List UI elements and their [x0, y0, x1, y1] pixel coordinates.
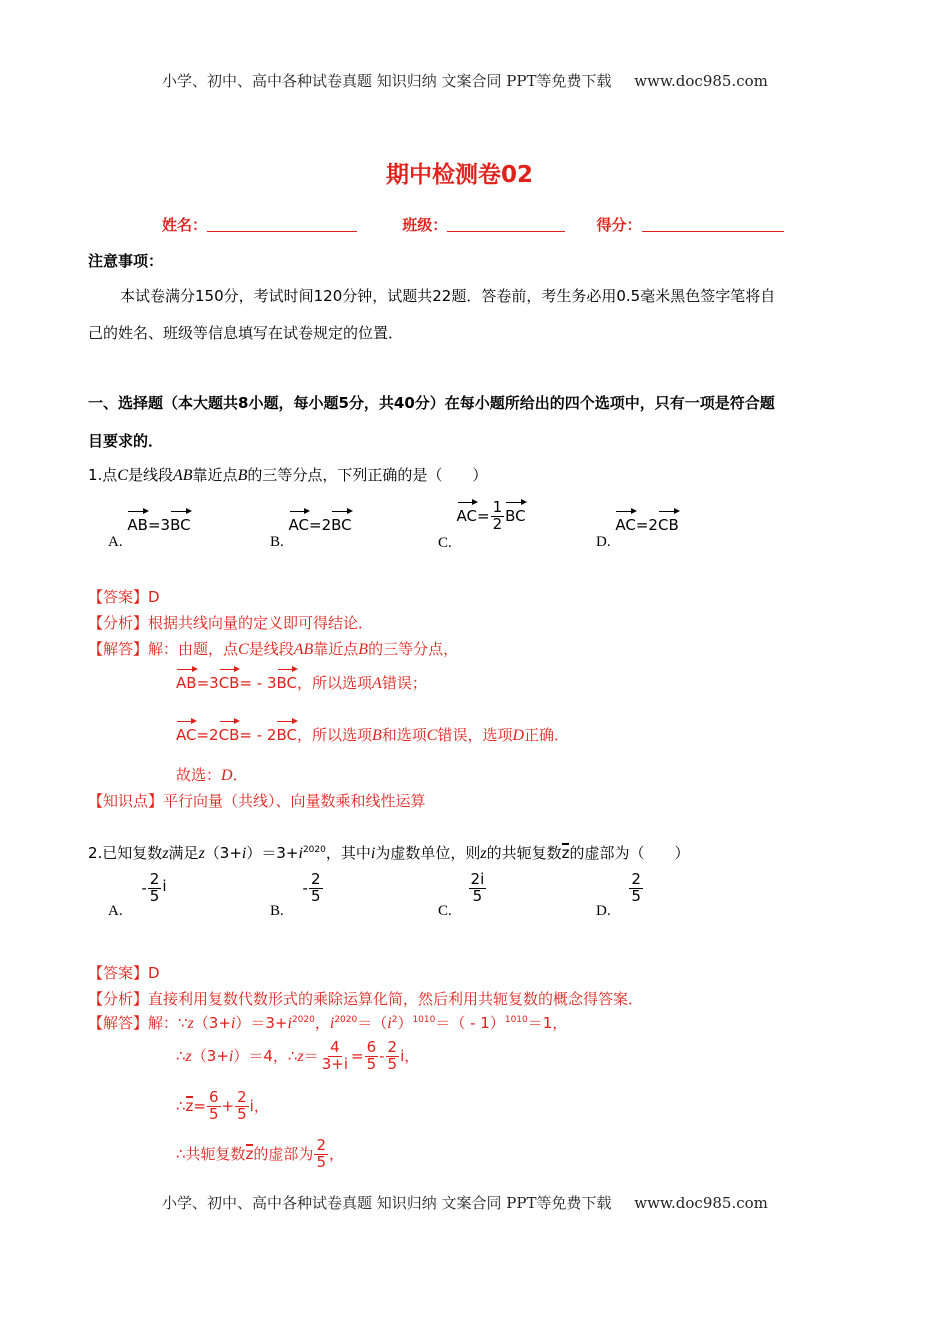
solution-text: ， [328, 1144, 344, 1163]
solution-text: ． [232, 766, 248, 784]
vector-ac: AC [289, 510, 309, 533]
minus-sign: - [141, 878, 147, 897]
option-label: A. [108, 902, 123, 919]
solution-text: 和选项 [381, 726, 427, 744]
analysis-text: 根据共线向量的定义即可得结论． [148, 614, 374, 632]
q2-solution-line-3 [176, 1090, 269, 1123]
vector-ac: AC [176, 720, 196, 743]
question-2-stem [88, 842, 689, 863]
fraction-denominator: 5 [387, 1054, 398, 1073]
math-text: + [221, 1096, 235, 1115]
solution-text: ， [253, 1096, 269, 1115]
header-url: www.doc985.com [634, 72, 768, 90]
var-z: z [480, 845, 487, 862]
answer-tag: 【答案】 [88, 588, 149, 606]
fraction-numerator: 2 [237, 1088, 247, 1106]
math-text: - [379, 1046, 385, 1065]
solution-text: 是线段 [248, 640, 294, 658]
answer-value: D [148, 588, 160, 606]
imag-unit: i [400, 1046, 405, 1065]
q2-option-c[interactable] [438, 870, 487, 919]
solution-text: ＝（ - 1） [435, 1014, 505, 1032]
option-text: =2 [309, 516, 332, 534]
exponent: 2020 [334, 1015, 358, 1025]
fraction-numerator: 2 [631, 870, 641, 888]
solution-text: （3+ [193, 1014, 231, 1032]
q1-analysis [88, 612, 373, 633]
q2-stem-part: 2.已知复数 [88, 844, 163, 862]
vector-cb: CB [219, 720, 240, 743]
section-1-line-2: 目要求的． [88, 432, 164, 450]
option-text: = [477, 506, 490, 525]
math-text: = - 2 [239, 726, 277, 744]
fraction-numerator: 2 [387, 1038, 398, 1056]
score-label: 得分： [596, 216, 642, 234]
notice-heading: 注意事项： [88, 252, 164, 270]
fraction-denominator: 5 [209, 1104, 219, 1123]
option-text: =3 [147, 516, 171, 534]
var-i: i [329, 1015, 335, 1032]
class-field[interactable] [447, 217, 565, 232]
imag-unit: i [162, 876, 167, 895]
solution-text: 错误； [381, 674, 427, 692]
q1-knowledge [88, 790, 426, 811]
page-header [162, 70, 768, 91]
notice-line-2: 己的姓名、班级等信息填写在试卷规定的位置． [88, 324, 404, 342]
vector-ac: AC [457, 501, 477, 524]
option-text: =2 [635, 516, 658, 534]
solution-text: 解：由题，点 [148, 640, 239, 658]
q2-stem-part: ，其中 [325, 844, 371, 862]
fraction-numerator: 2 [316, 1136, 326, 1154]
vector-ab: AB [176, 668, 197, 691]
q1-option-c[interactable] [438, 498, 526, 551]
q2-solution-line-4 [176, 1138, 344, 1171]
solution-text: ）＝4，∴ [233, 1046, 298, 1065]
q1-solution-line-2 [176, 720, 569, 745]
var-i: i [230, 1015, 236, 1032]
fraction-numerator: 6 [209, 1088, 219, 1106]
solution-text: ＝（ [357, 1014, 388, 1032]
solution-text: ＝ [303, 1046, 319, 1065]
q2-option-a[interactable] [108, 870, 167, 919]
exponent: 2020 [291, 1015, 315, 1025]
fraction-denominator: 5 [316, 1152, 326, 1171]
fraction-denominator: 5 [149, 886, 160, 905]
fraction-denominator: 5 [237, 1104, 247, 1123]
option-label: C. [438, 534, 452, 551]
fraction-numerator: 2i [470, 870, 485, 888]
var-i: i [241, 845, 247, 862]
math-text: = [350, 1046, 364, 1065]
solution-text: ） [397, 1014, 413, 1032]
var-i: i [228, 1047, 234, 1065]
option-ref: C [426, 727, 438, 744]
knowledge-text: 平行向量（共线）、向量数乘和线性运算 [163, 792, 426, 810]
math-text: = - 3 [239, 674, 277, 692]
answer-tag: 【答案】 [88, 964, 149, 982]
imag-unit: i [249, 1096, 254, 1115]
exponent: 1010 [412, 1015, 436, 1025]
q2-solution-line-2 [176, 1040, 419, 1073]
solution-text: ， [314, 1014, 330, 1032]
math-text: =3 [196, 674, 219, 692]
var-z: z [187, 1015, 194, 1032]
answer-value: D [148, 964, 160, 982]
q1-answer [88, 586, 160, 607]
option-label: D. [596, 902, 611, 919]
analysis-tag: 【分析】 [88, 990, 149, 1008]
option-label: B. [270, 534, 284, 550]
segment-ab: AB [293, 641, 314, 658]
fraction-numerator: 2 [149, 870, 160, 888]
option-ref: B [371, 727, 382, 744]
q1-option-d[interactable] [596, 510, 679, 550]
question-1-stem [88, 464, 487, 485]
option-label: C. [438, 902, 452, 919]
option-label: B. [270, 902, 284, 919]
solution-text: 解：∵ [148, 1014, 188, 1032]
vector-cb: CB [658, 510, 679, 533]
minus-sign: - [302, 878, 308, 897]
math-text: = [193, 1096, 206, 1115]
solution-text: ）＝3+ [235, 1014, 288, 1032]
conjugate-z: z [185, 1096, 194, 1115]
var-i: i [387, 1015, 392, 1032]
q2-option-b[interactable] [270, 870, 324, 919]
solution-text: ，所以选项 [297, 674, 373, 692]
fraction-numerator: 2 [310, 870, 321, 888]
q1-choose [176, 764, 248, 785]
q1-stem-part: 是线段 [127, 466, 173, 484]
solution-text: ∴ [176, 1046, 186, 1065]
fraction-denominator: 5 [310, 886, 321, 905]
vector-bc: BC [505, 501, 526, 524]
conjugate-z: z [561, 844, 570, 862]
solution-text: 的三等分点， [368, 640, 459, 658]
solution-text: 的虚部为 [253, 1144, 314, 1163]
segment-ab: AB [173, 467, 193, 484]
analysis-tag: 【分析】 [88, 614, 149, 632]
solution-text: ，所以选项 [296, 726, 372, 744]
q1-option-a[interactable] [108, 510, 191, 550]
var-z: z [162, 845, 169, 862]
math-text: =2 [196, 726, 219, 744]
solution-text: 错误，选项 [437, 726, 513, 744]
q1-solution-intro [88, 638, 458, 659]
q1-stem-part: 靠近点 [192, 466, 238, 484]
var-i: i [370, 845, 376, 862]
knowledge-tag: 【知识点】 [88, 792, 164, 810]
vector-ab: AB [127, 510, 148, 533]
option-label: D. [596, 534, 611, 550]
vector-bc: BC [331, 510, 352, 533]
point-c: C [238, 641, 249, 658]
point-b: B [358, 641, 369, 658]
var-z: z [297, 1047, 304, 1065]
header-text: 小学、初中、高中各种试卷真题 知识归纳 文案合同 PPT等免费下载 [162, 72, 612, 90]
vector-bc: BC [277, 668, 298, 691]
q2-stem-part: 的共轭复数 [486, 844, 562, 862]
q2-stem-part: 满足 [168, 844, 199, 862]
var-i: i [287, 1015, 292, 1032]
q2-stem-part: （3+ [204, 844, 242, 862]
footer-text: 小学、初中、高中各种试卷真题 知识归纳 文案合同 PPT等免费下载 [162, 1194, 612, 1212]
analysis-text: 直接利用复数代数形式的乘除运算化简，然后利用共轭复数的概念得答案． [148, 990, 644, 1008]
fraction-numerator: 6 [366, 1038, 377, 1056]
fraction-numerator: 4 [330, 1038, 340, 1056]
point-c: C [117, 467, 128, 484]
option-ref: A [372, 675, 382, 692]
solution-text: ∴ [176, 1096, 186, 1115]
name-field[interactable] [207, 217, 357, 232]
vector-cb: CB [219, 668, 240, 691]
solution-text: 正确． [524, 726, 570, 744]
notice-line-1: 本试卷满分150分，考试时间120分钟，试题共22题．答卷前，考生务必用0.5毫米黑色签字笔将自 [120, 287, 776, 305]
q2-solution-intro [88, 1012, 567, 1033]
solution-text: ＝1， [527, 1014, 568, 1032]
fraction-denominator: 3+i [321, 1054, 348, 1073]
exponent: 1010 [504, 1015, 528, 1025]
solution-tag: 【解答】 [88, 1014, 149, 1032]
var-i: i [298, 845, 303, 862]
solution-tag: 【解答】 [88, 640, 149, 658]
vector-bc: BC [170, 510, 191, 533]
vector-ac: AC [615, 510, 635, 533]
q2-stem-part: 的虚部为（ ） [569, 844, 690, 862]
var-z: z [198, 845, 205, 862]
fraction-numerator: 1 [492, 498, 503, 516]
var-z: z [185, 1047, 192, 1065]
q2-option-d[interactable] [596, 870, 644, 919]
q2-stem-part: ）＝3+ [246, 844, 299, 862]
solution-text: 靠近点 [313, 640, 359, 658]
option-label: A. [108, 534, 123, 550]
conjugate-z: z [245, 1144, 254, 1163]
fraction-denominator: 2 [492, 514, 503, 533]
fraction-denominator: 5 [366, 1054, 377, 1073]
q1-option-b[interactable] [270, 510, 352, 550]
q1-stem-part: 1.点 [88, 466, 118, 484]
exponent: 2 [391, 1015, 398, 1025]
section-1-line-1: 一、选择题（本大题共8小题，每小题5分，共40分）在每小题所给出的四个选项中，只有一项是符合题 [88, 394, 775, 412]
solution-text: ， [404, 1046, 420, 1065]
page-title: 期中检测卷02 [386, 162, 534, 188]
name-label: 姓名： [162, 216, 208, 234]
q1-stem-part: 的三等分点，下列正确的是（ ） [247, 466, 488, 484]
fraction-denominator: 5 [472, 886, 483, 905]
fraction-denominator: 5 [631, 886, 641, 905]
solution-text: （3+ [191, 1046, 229, 1065]
q2-stem-part: 为虚数单位，则 [375, 844, 481, 862]
q1-solution-line-1 [176, 668, 427, 693]
student-info-line [162, 214, 784, 235]
page-footer [162, 1192, 768, 1213]
q2-answer [88, 962, 160, 983]
solution-text: 故选： [176, 766, 222, 784]
option-ref: D [512, 727, 525, 744]
class-label: 班级： [402, 216, 448, 234]
vector-bc: BC [276, 720, 297, 743]
solution-text: ∴共轭复数 [176, 1144, 246, 1163]
exponent: 2020 [302, 845, 326, 855]
footer-url: www.doc985.com [634, 1194, 768, 1212]
answer-value: D [221, 767, 233, 784]
point-b: B [237, 467, 248, 484]
q2-analysis [88, 988, 643, 1009]
score-field[interactable] [642, 217, 784, 232]
